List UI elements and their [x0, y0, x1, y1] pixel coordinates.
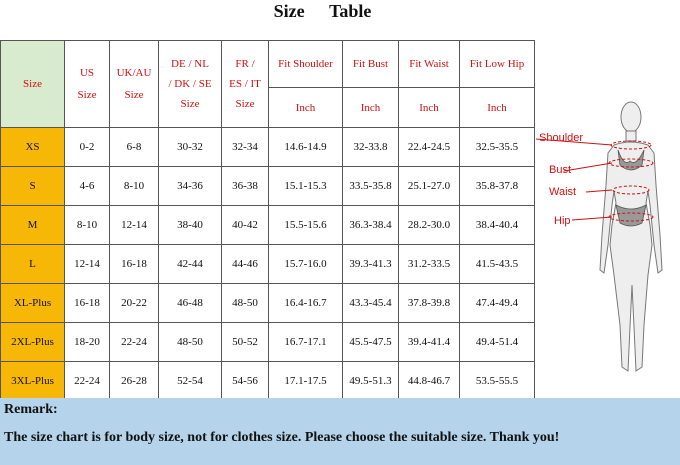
fr-es-size-value: 40-42: [222, 206, 269, 245]
size-label: 2XL-Plus: [1, 323, 65, 362]
size-label: L: [1, 245, 65, 284]
header-de-nl-dk-se-size: DE / NL / DK / SE Size: [159, 41, 222, 128]
us-size-value: 0-2: [65, 128, 110, 167]
fr-es-size-value: 48-50: [222, 284, 269, 323]
de-nl-size-value: 30-32: [159, 128, 222, 167]
title-word-size: Size: [273, 1, 305, 21]
shoulder-value: 14.6-14.9: [269, 128, 343, 167]
fr-es-size-value: 32-34: [222, 128, 269, 167]
de-nl-size-value: 34-36: [159, 167, 222, 206]
fr-es-size-value: 44-46: [222, 245, 269, 284]
unit-inch-low-hip: Inch: [460, 88, 535, 128]
shoulder-value: 17.1-17.5: [269, 362, 343, 400]
waist-value: 22.4-24.5: [399, 128, 460, 167]
low-hip-value: 53.5-55.5: [460, 362, 535, 400]
bust-label: Bust: [549, 164, 572, 176]
shoulder-value: 16.7-17.1: [269, 323, 343, 362]
table-row: [1, 284, 535, 323]
header-fit-low-hip: Fit Low Hip: [460, 41, 535, 88]
bust-value: 36.3-38.4: [343, 206, 399, 245]
remark-box: [0, 398, 680, 465]
bust-value: 43.3-45.4: [343, 284, 399, 323]
size-label: M: [1, 206, 65, 245]
us-size-value: 4-6: [65, 167, 110, 206]
header-uk-au-size: UK/AU Size: [110, 41, 159, 128]
low-hip-value: 47.4-49.4: [460, 284, 535, 323]
waist-value: 28.2-30.0: [399, 206, 460, 245]
waist-value: 31.2-33.5: [399, 245, 460, 284]
size-label: 3XL-Plus: [1, 362, 65, 400]
de-nl-size-value: 38-40: [159, 206, 222, 245]
table-row: [1, 206, 535, 245]
uk-au-size-value: 26-28: [110, 362, 159, 400]
shoulder-value: 15.5-15.6: [269, 206, 343, 245]
us-size-value: 22-24: [65, 362, 110, 400]
uk-au-size-value: 8-10: [110, 167, 159, 206]
us-size-value: 8-10: [65, 206, 110, 245]
us-size-value: 18-20: [65, 323, 110, 362]
waist-label: Waist: [549, 186, 577, 198]
waist-value: 39.4-41.4: [399, 323, 460, 362]
unit-inch-bust: Inch: [343, 88, 399, 128]
remark-heading: Remark:: [4, 402, 58, 417]
bust-value: 49.5-51.3: [343, 362, 399, 400]
low-hip-value: 38.4-40.4: [460, 206, 535, 245]
header-us-size: US Size: [65, 41, 110, 128]
body-measurement-figure: [534, 95, 680, 385]
low-hip-value: 49.4-51.4: [460, 323, 535, 362]
de-nl-size-value: 46-48: [159, 284, 222, 323]
de-nl-size-value: 42-44: [159, 245, 222, 284]
table-row: [1, 323, 535, 362]
us-size-value: 12-14: [65, 245, 110, 284]
uk-au-size-value: 22-24: [110, 323, 159, 362]
size-label: XS: [1, 128, 65, 167]
fr-es-size-value: 54-56: [222, 362, 269, 400]
size-label: S: [1, 167, 65, 206]
table-row: [1, 245, 535, 284]
low-hip-value: 32.5-35.5: [460, 128, 535, 167]
unit-inch-shoulder: Inch: [269, 88, 343, 128]
unit-inch-waist: Inch: [399, 88, 460, 128]
uk-au-size-value: 20-22: [110, 284, 159, 323]
header-fit-shoulder: Fit Shoulder: [269, 41, 343, 88]
shoulder-value: 15.1-15.3: [269, 167, 343, 206]
uk-au-size-value: 6-8: [110, 128, 159, 167]
table-row: [1, 362, 535, 400]
bust-value: 39.3-41.3: [343, 245, 399, 284]
bust-value: 32-33.8: [343, 128, 399, 167]
uk-au-size-value: 16-18: [110, 245, 159, 284]
us-size-value: 16-18: [65, 284, 110, 323]
page-title: [0, 0, 645, 24]
shoulder-label: Shoulder: [539, 132, 584, 144]
size-table: [0, 40, 535, 400]
shoulder-value: 15.7-16.0: [269, 245, 343, 284]
waist-value: 44.8-46.7: [399, 362, 460, 400]
title-word-table: Table: [329, 1, 372, 21]
header-fit-waist: Fit Waist: [399, 41, 460, 88]
bust-value: 33.5-35.8: [343, 167, 399, 206]
size-label: XL-Plus: [1, 284, 65, 323]
de-nl-size-value: 52-54: [159, 362, 222, 400]
fr-es-size-value: 36-38: [222, 167, 269, 206]
low-hip-value: 35.8-37.8: [460, 167, 535, 206]
waist-value: 37.8-39.8: [399, 284, 460, 323]
bust-value: 45.5-47.5: [343, 323, 399, 362]
table-row: [1, 167, 535, 206]
uk-au-size-value: 12-14: [110, 206, 159, 245]
header-fit-bust: Fit Bust: [343, 41, 399, 88]
de-nl-size-value: 48-50: [159, 323, 222, 362]
hip-label: Hip: [554, 215, 571, 227]
remark-text: The size chart is for body size, not for clothes size. Please choose the suitable size. Thank you!: [4, 430, 560, 445]
header-size: Size: [1, 41, 65, 128]
shoulder-value: 16.4-16.7: [269, 284, 343, 323]
low-hip-value: 41.5-43.5: [460, 245, 535, 284]
table-row: [1, 128, 535, 167]
fr-es-size-value: 50-52: [222, 323, 269, 362]
header-fr-es-it-size: FR / ES / IT Size: [222, 41, 269, 128]
waist-value: 25.1-27.0: [399, 167, 460, 206]
